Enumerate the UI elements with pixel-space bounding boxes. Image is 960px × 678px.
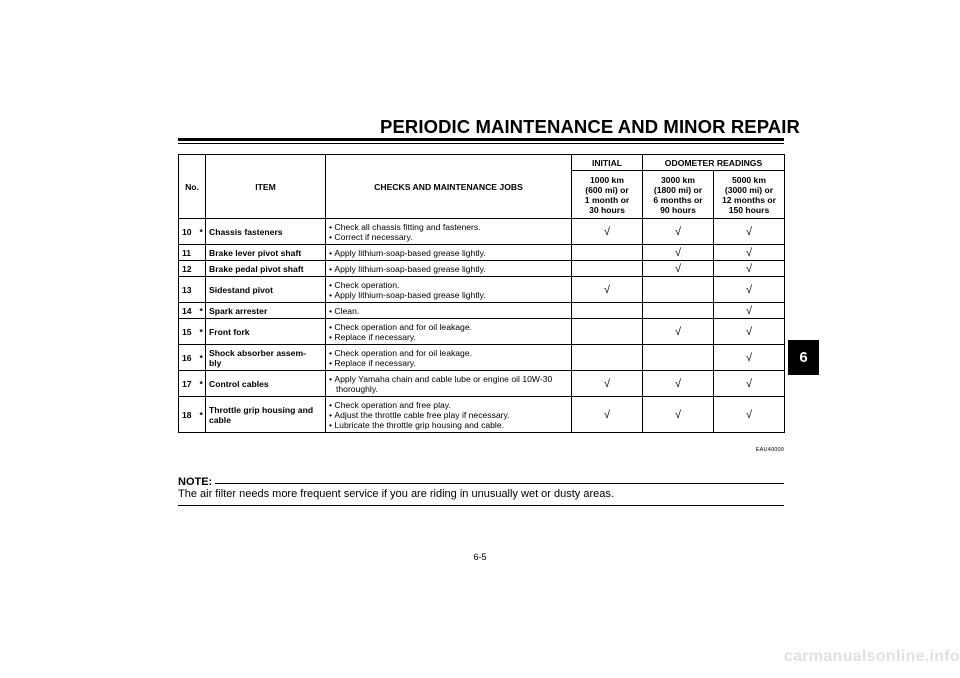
jobs-list [329, 264, 568, 274]
row-number: 17 [179, 371, 197, 397]
row-item: Brake lever pivot shaft [206, 245, 326, 261]
job-item: • Adjust the throttle cable free play if necessary. [329, 410, 568, 420]
page-number: 6-5 [473, 552, 487, 562]
check-1000km [572, 245, 643, 261]
check-1000km [572, 345, 643, 371]
row-number: 10 [179, 219, 197, 245]
job-item: • Lubricate the throttle grip housing and cable. [329, 420, 568, 430]
job-item: • Replace if necessary. [329, 358, 568, 368]
note-rule-bottom [178, 505, 784, 506]
check-5000km: √ [714, 345, 785, 371]
check-1000km: √ [572, 277, 643, 303]
check-3000km [643, 277, 714, 303]
section-code: EAU40000 [755, 447, 784, 453]
table-row [179, 345, 785, 371]
table-body [179, 219, 785, 433]
row-number: 18 [179, 397, 197, 433]
check-5000km: √ [714, 371, 785, 397]
row-jobs [326, 219, 572, 245]
row-dealer-mark [197, 261, 206, 277]
check-3000km: √ [643, 397, 714, 433]
check-3000km: √ [643, 245, 714, 261]
check-5000km: √ [714, 219, 785, 245]
header-5000km: 5000 km (3000 mi) or 12 months or 150 hours [714, 171, 785, 219]
row-jobs [326, 245, 572, 261]
header-initial: INITIAL [572, 155, 643, 171]
maintenance-table [178, 154, 785, 433]
job-item: • Correct if necessary. [329, 232, 568, 242]
note-rule [215, 483, 784, 484]
row-number: 14 [179, 303, 197, 319]
row-dealer-mark [197, 245, 206, 261]
table-row [179, 397, 785, 433]
job-item: • Check operation and for oil leakage. [329, 322, 568, 332]
check-3000km: √ [643, 371, 714, 397]
row-item: Front fork [206, 319, 326, 345]
check-1000km [572, 261, 643, 277]
row-item: Control cables [206, 371, 326, 397]
row-number: 15 [179, 319, 197, 345]
row-jobs [326, 319, 572, 345]
row-number: 13 [179, 277, 197, 303]
header-1000km: 1000 km (600 mi) or 1 month or 30 hours [572, 171, 643, 219]
check-1000km: √ [572, 397, 643, 433]
row-jobs [326, 371, 572, 397]
check-1000km [572, 303, 643, 319]
header-jobs: CHECKS AND MAINTENANCE JOBS [326, 155, 572, 219]
row-item: Shock absorber assem- bly [206, 345, 326, 371]
jobs-list [329, 306, 568, 316]
check-5000km: √ [714, 303, 785, 319]
check-5000km: √ [714, 397, 785, 433]
row-dealer-mark: * [197, 219, 206, 245]
chapter-tab[interactable]: 6 [788, 340, 819, 375]
job-item: • Check operation and free play. [329, 400, 568, 410]
check-5000km: √ [714, 261, 785, 277]
table-row [179, 245, 785, 261]
row-dealer-mark: * [197, 345, 206, 371]
table-row [179, 277, 785, 303]
row-jobs [326, 261, 572, 277]
note-text: The air filter needs more frequent service if you are riding in unusually wet or dusty areas. [178, 488, 614, 500]
header-3000km: 3000 km (1800 mi) or 6 months or 90 hours [643, 171, 714, 219]
check-3000km: √ [643, 261, 714, 277]
job-item: • Check all chassis fitting and fasteners. [329, 222, 568, 232]
row-item: Spark arrester [206, 303, 326, 319]
row-dealer-mark: * [197, 319, 206, 345]
job-item: • Clean. [329, 306, 568, 316]
row-item: Throttle grip housing and cable [206, 397, 326, 433]
row-number: 12 [179, 261, 197, 277]
table-row [179, 261, 785, 277]
row-dealer-mark: * [197, 397, 206, 433]
check-3000km [643, 345, 714, 371]
header-no: No. [179, 155, 206, 219]
check-1000km [572, 319, 643, 345]
row-item: Chassis fasteners [206, 219, 326, 245]
jobs-list [329, 348, 568, 368]
jobs-list [329, 374, 568, 394]
table-row [179, 371, 785, 397]
check-5000km: √ [714, 319, 785, 345]
row-jobs [326, 345, 572, 371]
check-1000km: √ [572, 219, 643, 245]
job-item: • Check operation and for oil leakage. [329, 348, 568, 358]
jobs-list [329, 248, 568, 258]
title-rule-thin [178, 143, 784, 144]
job-item: • Apply lithium-soap-based grease lightly. [329, 248, 568, 258]
jobs-list [329, 400, 568, 430]
row-jobs [326, 303, 572, 319]
jobs-list [329, 280, 568, 300]
row-item: Sidestand pivot [206, 277, 326, 303]
header-item: ITEM [206, 155, 326, 219]
check-3000km [643, 303, 714, 319]
row-jobs [326, 397, 572, 433]
job-item: • Apply lithium-soap-based grease lightly. [329, 264, 568, 274]
jobs-list [329, 222, 568, 242]
table-row [179, 219, 785, 245]
table-row [179, 303, 785, 319]
check-1000km: √ [572, 371, 643, 397]
note-label: NOTE: [178, 476, 213, 488]
check-3000km: √ [643, 319, 714, 345]
page-title: PERIODIC MAINTENANCE AND MINOR REPAIR [380, 116, 800, 137]
row-dealer-mark: * [197, 371, 206, 397]
row-jobs [326, 277, 572, 303]
job-item: • Apply Yamaha chain and cable lube or engine oil 10W-30 thoroughly. [329, 374, 568, 394]
header-odometer: ODOMETER READINGS [643, 155, 785, 171]
check-5000km: √ [714, 245, 785, 261]
job-item: • Check operation. [329, 280, 568, 290]
row-dealer-mark [197, 277, 206, 303]
title-rule [178, 138, 784, 141]
job-item: • Replace if necessary. [329, 332, 568, 342]
jobs-list [329, 322, 568, 342]
row-item: Brake pedal pivot shaft [206, 261, 326, 277]
row-number: 11 [179, 245, 197, 261]
check-3000km: √ [643, 219, 714, 245]
check-5000km: √ [714, 277, 785, 303]
row-number: 16 [179, 345, 197, 371]
watermark[interactable]: carmanualsonline.info [783, 648, 960, 665]
job-item: • Apply lithium-soap-based grease lightly. [329, 290, 568, 300]
table-row [179, 319, 785, 345]
row-dealer-mark: * [197, 303, 206, 319]
